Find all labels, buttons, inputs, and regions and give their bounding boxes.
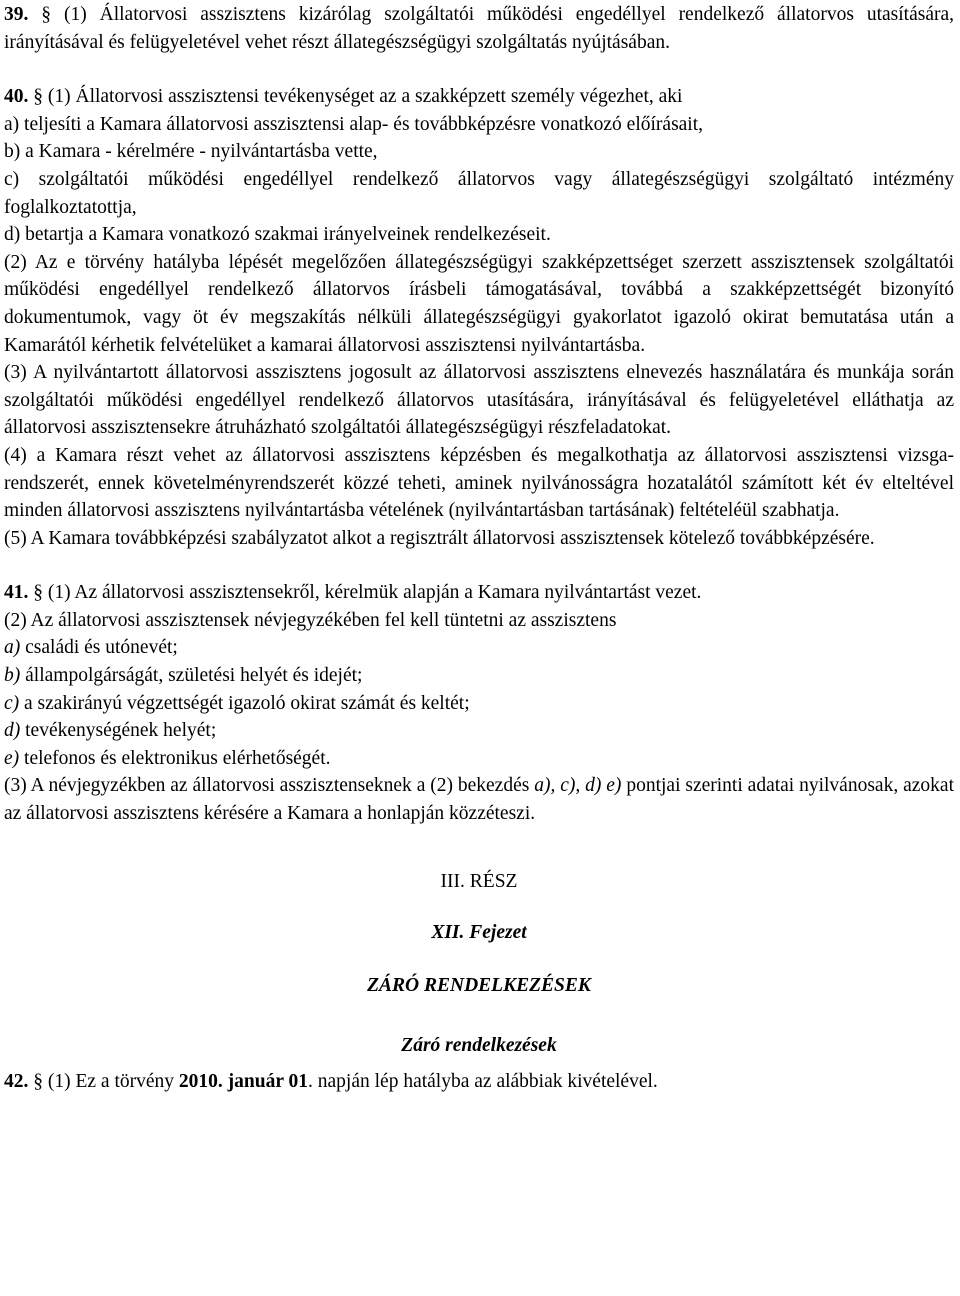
section-41-paragraph-1 [4, 579, 954, 607]
item-label: e) [4, 747, 20, 769]
item-text: állampolgárságát, születési helyét és idejét; [20, 665, 363, 687]
chapter-heading: XII. Fejezet [431, 922, 527, 944]
section-number: 39. [4, 4, 29, 25]
paragraph-text: (1) Ez a törvény [47, 1071, 179, 1092]
item-text: családi és utónevét; [20, 637, 178, 659]
item-label: c) [4, 692, 20, 714]
title-heading: ZÁRÓ RENDELKEZÉSEK [367, 974, 591, 996]
section-42 [4, 1068, 954, 1096]
paragraph-text: . napján lép hatályba az alábbiak kivételével. [308, 1071, 658, 1092]
item-text: tevékenységének helyét; [20, 720, 217, 742]
section-40-paragraph-2: (2) Az e törvény hatályba lépését megelőzően állategészségügyi szakképzettséget szerzett asszisztensek szolgáltatói működési engedéllyel rendelkező állatorvos írásbeli támogatásával, továbbá a szakképzettségét bizonyító dokumentumok, vagy öt év megszakítás nélküli állategészségügyi gyakorlatot igazoló okirat bemutatása után a Kamarától kérhetik felvételüket a kamarai állatorvosi asszisztensi nyilvántartásba. [4, 251, 954, 356]
section-39 [4, 1, 954, 56]
section-number: 41. [4, 582, 29, 604]
item-text: a szakirányú végzettségét igazoló okirat számát és keltét; [19, 692, 470, 714]
section-sign: § [33, 1071, 43, 1092]
section-40-intro [4, 83, 954, 111]
section-40-item-d: d) betartja a Kamara vonatkozó szakmai irányelveinek rendelkezéseit. [4, 224, 551, 246]
point-references: a), c), d) e) [534, 775, 622, 797]
subtitle-heading: Záró rendelkezések [401, 1035, 557, 1057]
section-number: 42. [4, 1071, 29, 1092]
section-41-item-d [4, 717, 954, 745]
paragraph-text: (1) Az állatorvosi asszisztensekről, kérelmük alapján a Kamara nyilvántartást vezet. [47, 582, 702, 604]
paragraph-text: (1) Állatorvosi asszisztensi tevékenységet az a szakképzett személy végezhet, aki [47, 86, 683, 108]
item-text: telefonos és elektronikus elérhetőségét. [19, 747, 331, 769]
section-40-paragraph-5: (5) A Kamara továbbképzési szabályzatot alkot a regisztrált állatorvosi asszisztensek kötelező továbbképzésére. [4, 527, 875, 549]
spacer [4, 552, 954, 579]
part-heading: III. RÉSZ [440, 870, 518, 892]
section-41-item-c [4, 690, 954, 718]
section-sign: § [33, 86, 43, 108]
section-41-paragraph-3 [4, 772, 954, 827]
section-41-item-b [4, 662, 954, 690]
item-label: b) [4, 665, 21, 687]
section-41-item-e [4, 745, 954, 773]
section-40-paragraph-4: (4) a Kamara részt vehet az állatorvosi asszisztens képzésben és megalkothatja az állatorvosi asszisztensi vizsga-rendszerét, ennek követelményrendszerét közzé teheti, aminek nyilvánosságra hozatalától számított két év elteltével minden állatorvosi asszisztens nyilvántartásba vételének (nyilvántartásban tartásának) feltételéül szabhatja. [4, 444, 954, 522]
section-40-item-c: c) szolgáltatói működési engedéllyel rendelkező állatorvos vagy állategészségügyi szolgáltató intézmény foglalkoztatottja, [4, 168, 954, 218]
section-number: 40. [4, 86, 29, 108]
spacer [4, 56, 954, 83]
section-40-paragraph-3: (3) A nyilvántartott állatorvosi asszisztens jogosult az állatorvosi asszisztens elnevezés használatára és munkája során szolgáltatói működési engedéllyel rendelkező állatorvos utasítására, irányításával és felügyeletével elláthatja az állatorvosi asszisztensekre átruházható szolgáltatói állategészségügyi részfeladatokat. [4, 362, 954, 439]
section-40-item-a: a) teljesíti a Kamara állatorvosi asszisztensi alap- és továbbképzésre vonatkozó előírásait, [4, 113, 704, 135]
paragraph-text: pontjai szerinti adatai nyilvánosak, azokat az állatorvosi asszisztens kérésére a Kamara a honlapján közzéteszi. [4, 775, 954, 825]
section-sign: § [41, 4, 52, 25]
item-label: d) [4, 720, 21, 742]
section-41-paragraph-2: (2) Az állatorvosi asszisztensek névjegyzékében fel kell tüntetni az asszisztens [4, 609, 617, 631]
section-sign: § [33, 582, 43, 604]
section-40-item-b: b) a Kamara - kérelmére - nyilvántartásba vette, [4, 141, 378, 163]
effective-date: 2010. január 01 [178, 1071, 309, 1092]
section-39-text: (1) Állatorvosi asszisztens kizárólag szolgáltatói működési engedéllyel rendelkező állatorvos utasítására, irányításával és felügyeletével vehet részt állategészségügyi szolgáltatás nyújtásában. [4, 4, 955, 53]
paragraph-text: (3) A névjegyzékben az állatorvosi asszisztenseknek a (2) bekezdés [4, 775, 535, 797]
item-label: a) [4, 637, 21, 659]
section-41-item-a [4, 634, 954, 662]
